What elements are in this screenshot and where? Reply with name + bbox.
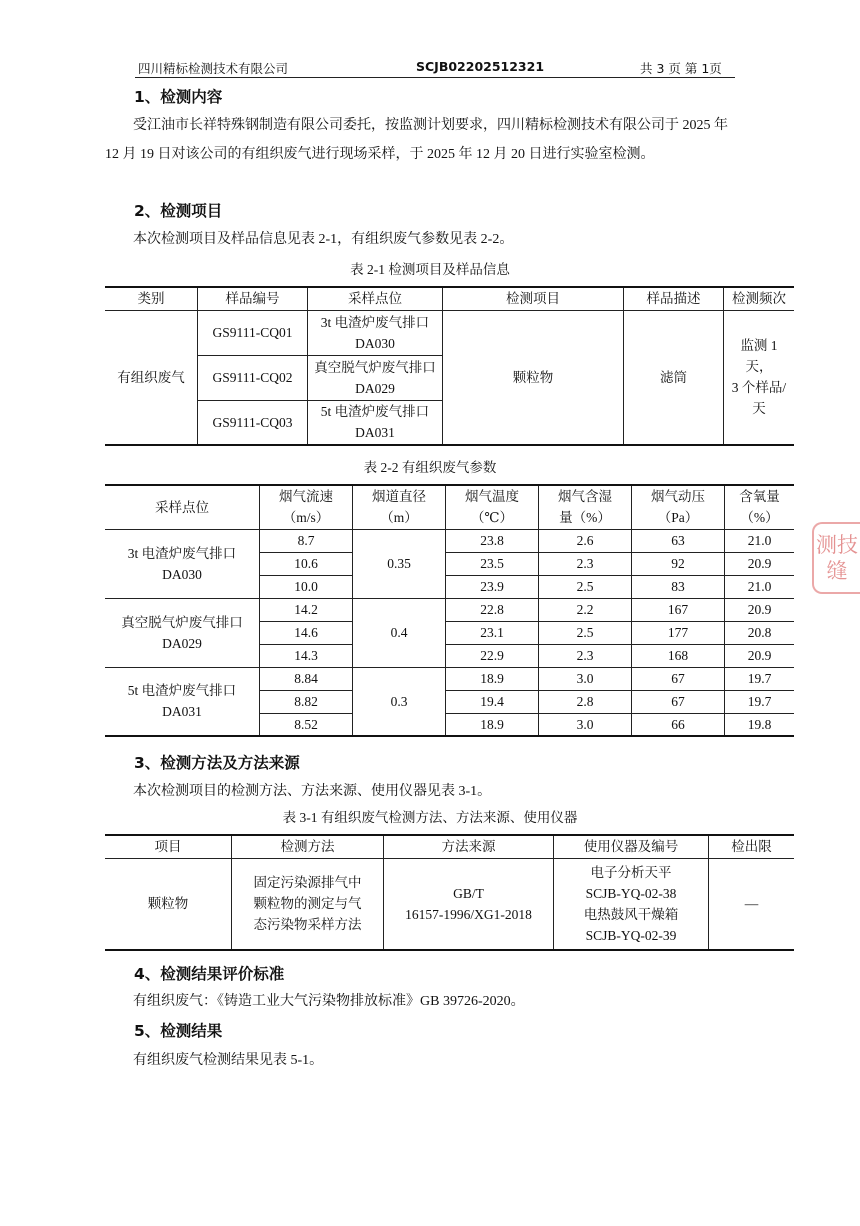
instrument-line: SCJB-YQ-02-39: [585, 927, 677, 943]
sample-id-cell: GS9111-CQ03: [198, 400, 308, 445]
method-line: 固定污染源排气中: [253, 875, 362, 891]
test-item-cell: 颗粒物: [443, 310, 624, 445]
flow-rate-cell: 8.52: [260, 713, 353, 736]
moisture-cell: 2.3: [539, 644, 632, 667]
oxygen-cell: 20.8: [725, 621, 795, 644]
dynamic-pressure-cell: 167: [632, 598, 725, 621]
table-3-1: [105, 834, 794, 951]
col-header: [260, 485, 353, 529]
col-header-line: 烟气含湿: [558, 489, 612, 505]
col-header-line: 含氧量: [739, 489, 780, 505]
col-header: 项目: [105, 835, 232, 858]
col-header-line: 烟气温度: [465, 489, 519, 505]
col-header-line: （%）: [740, 510, 779, 526]
moisture-cell: 2.3: [539, 552, 632, 575]
oxygen-cell: 19.7: [725, 667, 795, 690]
section-2-paragraph: 本次检测项目及样品信息见表 2-1，有组织废气参数见表 2-2。: [133, 232, 514, 247]
oxygen-cell: 21.0: [725, 529, 795, 552]
flow-rate-cell: 8.84: [260, 667, 353, 690]
section-5-body: [105, 1046, 735, 1075]
method-line: 态污染物采样方法: [253, 917, 362, 933]
source-line: 16157-1996/XG1-2018: [405, 906, 532, 922]
dynamic-pressure-cell: 92: [632, 552, 725, 575]
flow-rate-cell: 14.3: [260, 644, 353, 667]
table-row: [105, 310, 794, 355]
col-header: 使用仪器及编号: [554, 835, 709, 858]
col-header: 类别: [105, 287, 198, 310]
sampling-point-cell: [105, 598, 260, 667]
col-header: 样品描述: [624, 287, 724, 310]
method-cell: [232, 858, 384, 950]
sampling-point-cell: 3t 电渣炉废气排口 DA030: [308, 310, 443, 355]
col-header: 检测项目: [443, 287, 624, 310]
oxygen-cell: 20.9: [725, 598, 795, 621]
instrument-line: 电子分析天平: [590, 864, 672, 880]
col-header: 检测频次: [724, 287, 795, 310]
temperature-cell: 18.9: [446, 667, 539, 690]
dynamic-pressure-cell: 83: [632, 575, 725, 598]
moisture-cell: 3.0: [539, 667, 632, 690]
section-3-body: [105, 777, 735, 806]
point-name: 3t 电渣炉废气排口: [127, 545, 237, 561]
temperature-cell: 23.9: [446, 575, 539, 598]
section-3-title: 3、检测方法及方法来源: [134, 754, 300, 772]
moisture-cell: 3.0: [539, 713, 632, 736]
sample-description-cell: 滤筒: [624, 310, 724, 445]
col-header-line: 采样点位: [155, 499, 209, 515]
point-code: DA030: [162, 566, 202, 582]
item-cell: 颗粒物: [105, 858, 232, 950]
temperature-cell: 22.8: [446, 598, 539, 621]
table-row: [105, 858, 794, 950]
instrument-line: SCJB-YQ-02-38: [585, 885, 677, 901]
sample-id-cell: GS9111-CQ02: [198, 355, 308, 400]
dynamic-pressure-cell: 177: [632, 621, 725, 644]
sampling-point-cell: 真空脱气炉废气排口 DA029: [308, 355, 443, 400]
table-header-row: [105, 287, 794, 310]
col-header-line: （Pa）: [657, 510, 699, 526]
col-header-line: 烟气流速: [279, 489, 333, 505]
flow-rate-cell: 10.6: [260, 552, 353, 575]
col-header: 样品编号: [198, 287, 308, 310]
point-name: 5t 电渣炉废气排口: [127, 683, 237, 699]
header-company: 四川精标检测技术有限公司: [138, 61, 289, 76]
frequency-line-2: 3 个样品/天: [731, 380, 787, 417]
flow-rate-cell: 8.7: [260, 529, 353, 552]
col-header: 方法来源: [384, 835, 554, 858]
section-2-title: 2、检测项目: [134, 202, 223, 220]
table-header-row: [105, 485, 794, 529]
table-2-1-caption: 表 2-1 检测项目及样品信息: [350, 262, 510, 277]
temperature-cell: 19.4: [446, 690, 539, 713]
point-code: DA029: [162, 635, 202, 651]
moisture-cell: 2.8: [539, 690, 632, 713]
section-3-paragraph: 本次检测项目的检测方法、方法来源、使用仪器见表 3-1。: [133, 784, 492, 799]
col-header: 采样点位: [308, 287, 443, 310]
table-2-2: [105, 484, 794, 737]
section-4-title: 4、检测结果评价标准: [134, 965, 285, 983]
col-header: [446, 485, 539, 529]
diameter-cell: 0.3: [353, 667, 446, 736]
temperature-cell: 22.9: [446, 644, 539, 667]
section-1-paragraph: 受江油市长祥特殊钢制造有限公司委托，按监测计划要求，四川精标检测技术有限公司于 2025 年 12 月 19 日对该公司的有组织废气进行现场采样，于 2025 年 12 月 20 日进行实验室检测。: [105, 118, 728, 162]
seam-stamp: 测技缝: [812, 522, 860, 594]
dynamic-pressure-cell: 63: [632, 529, 725, 552]
sampling-point-cell: 5t 电渣炉废气排口 DA031: [308, 400, 443, 445]
source-cell: [384, 858, 554, 950]
oxygen-cell: 19.7: [725, 690, 795, 713]
flow-rate-cell: 10.0: [260, 575, 353, 598]
category-cell: 有组织废气: [105, 310, 198, 445]
col-header: 检测方法: [232, 835, 384, 858]
temperature-cell: 23.8: [446, 529, 539, 552]
temperature-cell: 23.1: [446, 621, 539, 644]
detection-limit-cell: —: [709, 858, 795, 950]
moisture-cell: 2.6: [539, 529, 632, 552]
table-3-1-caption: 表 3-1 有组织废气检测方法、方法来源、使用仪器: [282, 810, 578, 825]
table-row: [105, 598, 794, 621]
col-header-line: （℃）: [470, 510, 514, 526]
method-line: 颗粒物的测定与气: [253, 896, 362, 912]
section-5-title: 5、检测结果: [134, 1022, 223, 1040]
temperature-cell: 18.9: [446, 713, 539, 736]
dynamic-pressure-cell: 67: [632, 690, 725, 713]
frequency-cell: [724, 310, 795, 445]
source-line: GB/T: [453, 885, 484, 901]
flow-rate-cell: 14.6: [260, 621, 353, 644]
col-header: [539, 485, 632, 529]
moisture-cell: 2.2: [539, 598, 632, 621]
diameter-cell: 0.35: [353, 529, 446, 598]
sample-id-cell: GS9111-CQ01: [198, 310, 308, 355]
instrument-line: 电热鼓风干燥箱: [583, 906, 679, 922]
sampling-point-cell: [105, 667, 260, 736]
header-rule: [135, 77, 735, 78]
point-code: DA031: [162, 704, 202, 720]
point-name: 真空脱气炉废气排口: [121, 614, 243, 630]
sampling-point-cell: [105, 529, 260, 598]
table-2-1: [105, 286, 794, 446]
section-4-paragraph: 有组织废气：《铸造工业大气污染物排放标准》GB 39726-2020。: [133, 994, 525, 1009]
section-1-title: 1、检测内容: [134, 88, 223, 106]
col-header-line: 量（%）: [559, 510, 611, 526]
header-report-number: SCJB02202512321: [416, 59, 545, 74]
moisture-cell: 2.5: [539, 621, 632, 644]
col-header: [105, 485, 260, 529]
diameter-cell: 0.4: [353, 598, 446, 667]
col-header: 检出限: [709, 835, 795, 858]
col-header-line: 烟气动压: [651, 489, 705, 505]
col-header: [632, 485, 725, 529]
col-header-line: （m/s）: [282, 510, 330, 526]
table-row: [105, 529, 794, 552]
flow-rate-cell: 8.82: [260, 690, 353, 713]
oxygen-cell: 20.9: [725, 552, 795, 575]
header-page-indicator: 共 3 页 第 1页: [640, 61, 722, 76]
oxygen-cell: 19.8: [725, 713, 795, 736]
table-row: [105, 667, 794, 690]
oxygen-cell: 20.9: [725, 644, 795, 667]
frequency-line-1: 监测 1 天，: [740, 338, 778, 375]
section-2-body: [105, 225, 735, 254]
dynamic-pressure-cell: 67: [632, 667, 725, 690]
oxygen-cell: 21.0: [725, 575, 795, 598]
dynamic-pressure-cell: 66: [632, 713, 725, 736]
col-header: [725, 485, 795, 529]
col-header-line: 烟道直径: [372, 489, 426, 505]
table-header-row: [105, 835, 794, 858]
temperature-cell: 23.5: [446, 552, 539, 575]
section-5-paragraph: 有组织废气检测结果见表 5-1。: [133, 1053, 324, 1068]
table-2-2-caption: 表 2-2 有组织废气参数: [363, 460, 497, 475]
col-header: [353, 485, 446, 529]
col-header-line: （m）: [380, 510, 418, 526]
dynamic-pressure-cell: 168: [632, 644, 725, 667]
section-4-body: [105, 987, 735, 1016]
instrument-cell: [554, 858, 709, 950]
flow-rate-cell: 14.2: [260, 598, 353, 621]
moisture-cell: 2.5: [539, 575, 632, 598]
section-1-body: [105, 111, 735, 169]
